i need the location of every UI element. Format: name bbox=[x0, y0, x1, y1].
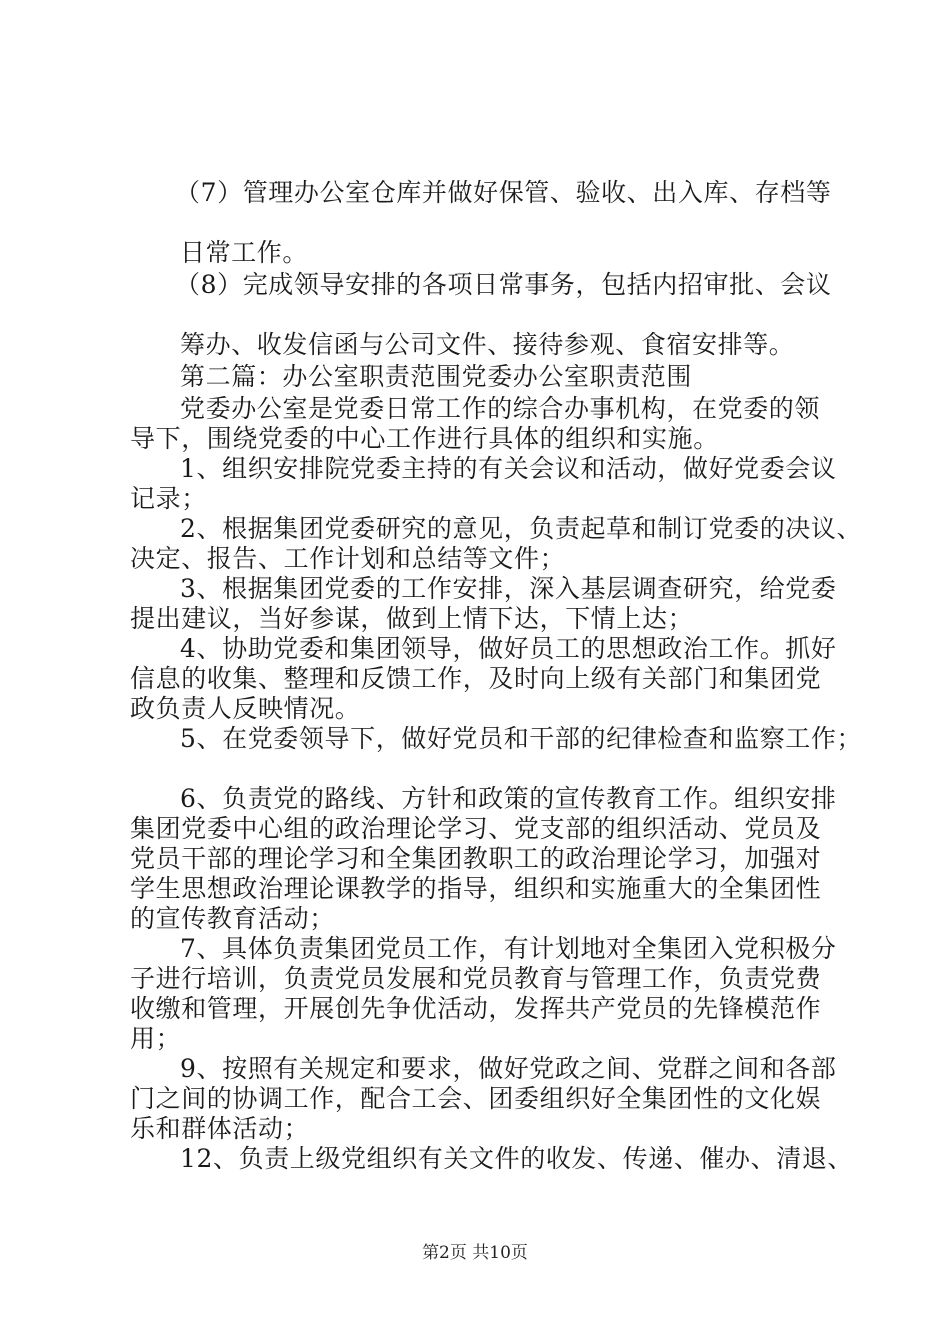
text-line: 9、按照有关规定和要求，做好党政之间、党群之间和各部 bbox=[180, 1054, 837, 1083]
text-line: 子进行培训，负责党员发展和党员教育与管理工作，负责党费 bbox=[130, 964, 822, 993]
text-line: 决定、报告、工作计划和总结等文件； bbox=[130, 544, 566, 573]
text-line: （7）管理办公室仓库并做好保管、验收、出入库、存档等 bbox=[175, 178, 832, 207]
text-line: 5、在党委领导下，做好党员和干部的纪律检查和监察工作； bbox=[180, 724, 863, 753]
text-line: 提出建议，当好参谋，做到上情下达，下情上达； bbox=[130, 604, 694, 633]
text-line: （8）完成领导安排的各项日常事务，包括内招审批、会议 bbox=[175, 270, 832, 299]
section-heading: 第二篇：办公室职责范围党委办公室职责范围 bbox=[180, 362, 693, 391]
text-line: 1、组织安排院党委主持的有关会议和活动，做好党委会议 bbox=[180, 454, 837, 483]
text-line: 筹办、收发信函与公司文件、接待参观、食宿安排等。 bbox=[180, 330, 795, 359]
text-line: 6、负责党的路线、方针和政策的宣传教育工作。组织安排 bbox=[180, 784, 837, 813]
text-line: 3、根据集团党委的工作安排，深入基层调查研究，给党委 bbox=[180, 574, 837, 603]
text-line: 2、根据集团党委研究的意见，负责起草和制订党委的决议、 bbox=[180, 514, 863, 543]
text-line: 记录； bbox=[130, 484, 207, 513]
text-line: 集团党委中心组的政治理论学习、党支部的组织活动、党员及 bbox=[130, 814, 822, 843]
text-line: 的宣传教育活动； bbox=[130, 904, 335, 933]
text-line: 学生思想政治理论课教学的指导，组织和实施重大的全集团性 bbox=[130, 874, 822, 903]
text-line: 乐和群体活动； bbox=[130, 1114, 310, 1143]
text-line: 党委办公室是党委日常工作的综合办事机构，在党委的领 bbox=[180, 394, 821, 423]
text-line: 门之间的协调工作，配合工会、团委组织好全集团性的文化娱 bbox=[130, 1084, 822, 1113]
text-line: 政负责人反映情况。 bbox=[130, 694, 361, 723]
text-line: 信息的收集、整理和反馈工作，及时向上级有关部门和集团党 bbox=[130, 664, 822, 693]
text-line: 日常工作。 bbox=[180, 238, 309, 267]
text-line: 12、负责上级党组织有关文件的收发、传递、催办、清退、 bbox=[180, 1144, 854, 1173]
text-line: 导下，围绕党委的中心工作进行具体的组织和实施。 bbox=[130, 424, 719, 453]
text-line: 7、具体负责集团党员工作，有计划地对全集团入党积极分 bbox=[180, 934, 837, 963]
text-line: 用； bbox=[130, 1024, 182, 1053]
text-line: 党员干部的理论学习和全集团教职工的政治理论学习，加强对 bbox=[130, 844, 822, 873]
text-line: 4、协助党委和集团领导，做好员工的思想政治工作。抓好 bbox=[180, 634, 837, 663]
text-line: 收缴和管理，开展创先争优活动，发挥共产党员的先锋模范作 bbox=[130, 994, 822, 1023]
page-number-footer: 第2页 共10页 bbox=[422, 1243, 528, 1263]
